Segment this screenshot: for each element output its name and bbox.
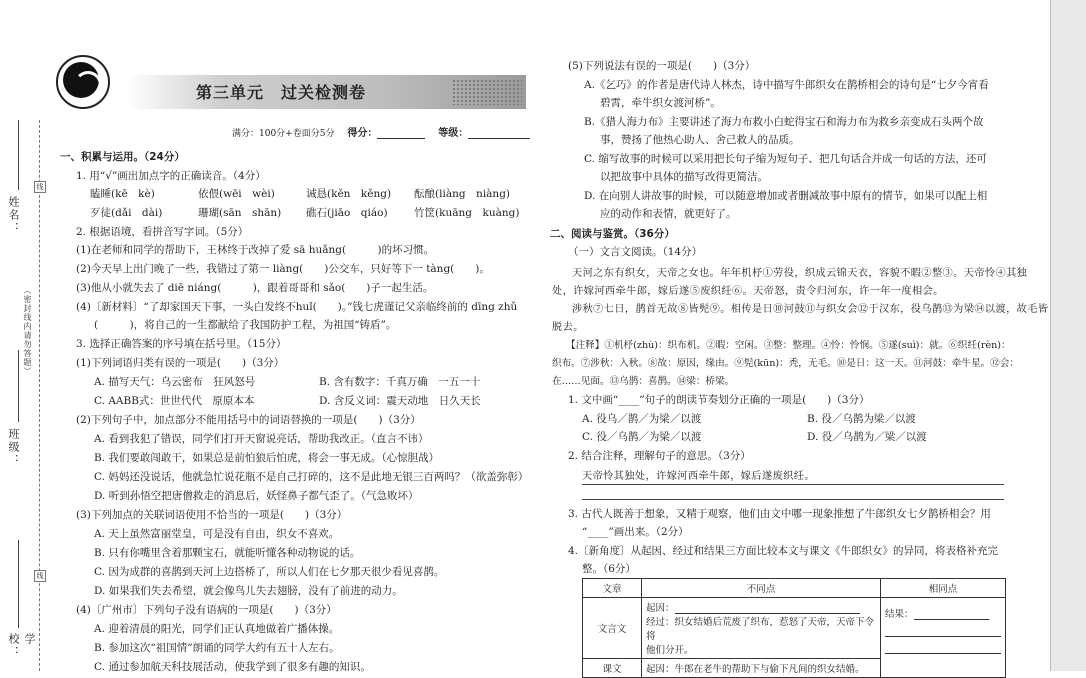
section-1-title: 一、积累与运用。（24分）	[60, 151, 185, 163]
section-2-title: 二、阅读与鉴赏。（36分）	[550, 228, 675, 240]
page-title: 第三单元 过关检测卷	[196, 83, 367, 102]
table-cell-diff	[642, 598, 881, 659]
q1-row-1	[90, 186, 522, 201]
reading-q1: 1. 文中画“____”句子的朗读节奏划分正确的一项是( )（3分）	[568, 394, 870, 406]
result-label: 结果：	[885, 609, 914, 620]
rq1-options-row	[582, 429, 1032, 444]
table-cell-same	[881, 598, 1006, 678]
option-c: C. 缩写故事的时候可以采用把长句子缩为短句子、把几句话合并成一句话的方法，还可	[584, 153, 987, 165]
reading-q4-cont: 整。（6分）	[582, 563, 636, 575]
option-d: D. 含反义词：震天动地 日久天长	[319, 395, 481, 407]
score-blank[interactable]	[377, 129, 425, 139]
q3-sub-5: (5)下列说法有误的一项是( )（3分）	[568, 60, 756, 72]
school-label: 学校：	[7, 633, 36, 659]
question-2: 2. 根据语境，看拼音写字词。（5分）	[76, 226, 249, 238]
q1-item: 珊瑚(sān shān)	[198, 207, 282, 219]
question-1: 1. 用“√”画出加点字的正确读音。（4分）	[76, 170, 266, 182]
reading-1-title: （一）文言文阅读。（14分）	[568, 246, 703, 258]
q1-item: 依偎(wēi wèi)	[198, 188, 275, 200]
q1-item: 礁石(jiāo qiáo)	[306, 207, 388, 219]
school-underline	[18, 540, 19, 628]
table-header: 不同点	[642, 579, 881, 598]
option-c: C. 通过参加航天科技展活动，使我学到了很多有趣的知识。	[94, 661, 371, 673]
answer-line[interactable]	[582, 484, 1004, 485]
reading-q3-cont: “____”画出来。（2分）	[582, 526, 689, 538]
option-a: A. 描写天气：乌云密布 狂风怒号	[94, 376, 256, 388]
process-text-cont: 他们分开。	[646, 645, 694, 656]
answer-line[interactable]	[885, 639, 1001, 654]
table-header: 相同点	[881, 579, 1006, 598]
q3-1-options-row	[94, 374, 544, 389]
option-c: C. 役／乌鹊／为梁／以渡	[582, 431, 702, 443]
option-a: A.《乞巧》的作者是唐代诗人林杰，诗中描写牛郎织女在鹊桥相会的诗句是“七夕今宵看	[584, 79, 989, 91]
option-c-cont: 以把故事中具体的描写改得更简洁。	[600, 171, 768, 183]
answer-line[interactable]	[885, 622, 1001, 637]
binding-margin	[0, 0, 54, 671]
option-c: C. AABB式：世世代代 原原本本	[94, 395, 255, 407]
q2-item-3: (3)他从小就失去了 diē niáng( )，跟着哥哥和 sǎo( )子一起生活。	[76, 282, 434, 294]
option-d: D. 在向别人讲故事的时候，可以随意增加或者删减故事中原有的情节，如果可以配上相	[584, 190, 988, 202]
reading-q2: 2. 结合注释，理解句子的意思。（3分）	[568, 450, 751, 462]
q2-item-4: (4)〔新材料〕“了却家国天下事，一头白发终不huǐ( )。”钱七虎谨记父亲临终前的 dīng zhǔ	[76, 301, 518, 313]
option-b: B. 我们要敢闯敢干，如果总是前怕狼后怕虎，将会一事无成。（心惊胆战）	[94, 452, 440, 464]
annotation-line: 织布。⑦涉秋：入秋。⑧故：原因，缘由。⑨髡(kūn)：秃，无毛。⑩是日：这一天。⑪河鼓：牵牛星。⑫会：	[552, 358, 1019, 369]
option-a: A. 役乌／鹊／为梁／以渡	[582, 413, 702, 425]
swirl-icon	[74, 71, 102, 99]
option-b: B. 含有数字：千真万确 一五一十	[319, 376, 481, 388]
q1-item: 竹筐(kuāng kuàng)	[414, 207, 520, 219]
q1-item: 酝酿(liàng niàng)	[414, 188, 511, 200]
q2-item-2: (2)今天早上出门晚了一些，我错过了第一 liàng( )公交车，只好等下一 tàng( )。	[76, 263, 490, 275]
rq1-options-row	[582, 411, 1032, 426]
option-b: B. 只有你嘴里含着那颗宝石，就能听懂各种动物说的话。	[94, 547, 361, 559]
q3-sub-3: (3)下列加点的关联词语使用不恰当的一项是( )（3分）	[76, 509, 348, 521]
table-row-label: 文言文	[583, 598, 642, 659]
option-b: B.《猎人海力布》主要讲述了海力布救小白蛇得宝石和海力布为救乡亲变成石头两个故	[584, 116, 984, 128]
answer-line[interactable]	[675, 603, 860, 614]
table-row	[583, 598, 1006, 659]
option-b: B. 役／乌鹊为梁／以渡	[807, 413, 916, 425]
seal-dash-line	[39, 120, 40, 671]
option-d: D. 如果我们失去希望，就会像鸟儿失去翅膀，没有了前进的动力。	[94, 585, 403, 597]
banner-dot-pattern	[452, 79, 522, 105]
score-label: 得分：	[347, 128, 378, 139]
annotation-line: 在……见面。⑬乌鹊：喜鹊。⑭梁：桥梁。	[552, 376, 735, 387]
reading-q4: 4.〔新角度〕从起因、经过和结果三方面比较本文与课文《牛郎织女》的异同，将表格补充完	[568, 545, 999, 557]
option-a: A. 天上虽然富丽堂皇，可是没有自由，织女不喜欢。	[94, 528, 340, 540]
q1-item: 瞌睡(kē kè)	[90, 188, 155, 200]
annotation-line: 【注释】①机杼(zhù)：织布机。②暇：空闲。③整：整理。④怜：怜悯。⑤遂(suì)：就。⑥织纴(rèn)：	[566, 340, 1011, 351]
publisher-logo	[56, 55, 110, 109]
seal-mark: 线	[34, 570, 46, 582]
option-b-cont: 事，赞扬了他热心助人、舍己救人的品质。	[600, 134, 800, 146]
viewer-background	[1050, 0, 1086, 671]
page-edge	[1050, 0, 1051, 671]
answer-line[interactable]	[582, 499, 1004, 500]
class-label: 班级：	[7, 428, 20, 467]
answer-line[interactable]	[914, 609, 989, 620]
table-row-label: 课文	[583, 659, 642, 678]
name-underline	[18, 120, 19, 190]
seal-mark: 线	[34, 181, 46, 193]
option-b: B. 参加这次“祖国情”朗诵的同学大约有五十人左右。	[94, 642, 340, 654]
passage-line: 处，许嫁河西牵牛郎，嫁后遂⑤废织纴⑥。天帝怒，责令归河东，许一年一度相会。	[552, 286, 944, 297]
logo-text: 风鹿教辅	[71, 98, 96, 105]
table-header-row	[583, 579, 1006, 598]
cause-label: 起因：	[646, 603, 675, 614]
q3-1-options-row	[94, 393, 544, 408]
passage-line: 脱去。	[552, 322, 584, 333]
reading-q2-sentence: 天帝怜其独处，许嫁河西牵牛郎，嫁后遂废织纴。	[582, 471, 815, 482]
question-3: 3. 选择正确答案的序号填在括号里。（15分）	[76, 338, 287, 350]
option-d: D. 听到孙悟空把唐僧救走的消息后，妖怪鼻子都气歪了。（气急败坏）	[94, 490, 419, 502]
option-c: C. 因为成群的喜鹊到天河上边搭桥了，所以人们在七夕那天很少看见喜鹊。	[94, 566, 445, 578]
q3-sub-4: (4)〔广州市〕下列句子没有语病的一项是( )（3分）	[76, 604, 337, 616]
class-underline	[18, 350, 19, 422]
name-label: 姓名：	[7, 196, 20, 235]
q2-item-4-cont: ( )，将自己的一生都献给了我国防护工程，为祖国“铸盾”。	[94, 319, 397, 331]
table-header: 文章	[583, 579, 642, 598]
score-line	[232, 124, 530, 139]
process-text: 经过：织女结婚后荒废了织布，惹怒了天帝，天帝下令将	[646, 617, 875, 642]
q1-item: 歹徒(dǎi dài)	[90, 207, 163, 219]
q2-item-1: (1)在老师和同学的帮助下，王林终于改掉了爱 sā huǎng( )的坏习惯。	[76, 244, 435, 256]
q1-row-2	[90, 205, 522, 220]
q1-item: 诫恳(kěn kěng)	[306, 188, 392, 200]
grade-blank[interactable]	[468, 129, 530, 139]
seal-note: （密封线内请勿答题）	[23, 286, 32, 376]
q3-sub-2: (2)下列句子中，加点部分不能用括号中的词语替换的一项是( )（3分）	[76, 414, 421, 426]
option-d-cont: 应的动作和表情，就更好了。	[600, 208, 737, 220]
comparison-table	[582, 578, 1006, 678]
reading-q3: 3. 古代人既善于想象，又精于观察，他们由文中哪一现象推想了牛郎织女七夕鹊桥相会？用	[568, 508, 991, 520]
score-info: 满分：100分+卷面分5分	[232, 129, 335, 139]
logo-disc	[63, 62, 99, 105]
option-d: D. 役／乌鹊为／梁／以渡	[807, 431, 927, 443]
option-a: A. 看到我犯了错误，同学们打开天窗说亮话，帮助我改正。（直言不讳）	[94, 433, 429, 445]
q3-sub-1: (1)下列词语归类有误的一项是( )（3分）	[76, 357, 285, 369]
table-cell-diff: 起因：牛郎在老牛的帮助下与偷下凡间的织女结婚。	[642, 659, 881, 678]
grade-label: 等级：	[438, 128, 469, 139]
option-a-cont: 碧霄，牵牛织女渡河桥”。	[600, 97, 721, 109]
option-c: C. 妈妈还没说话，他就急忙说花瓶不是自己打碎的，这不是此地无银三百两吗？（欲盖弥彰）	[94, 471, 529, 483]
option-a: A. 迎着清晨的阳光，同学们正认真地做着广播体操。	[94, 623, 340, 635]
passage-line: 天河之东有织女，天帝之女也。年年机杼①劳役，织成云锦天衣，容貌不暇②整③。天帝怜④其独	[572, 268, 1028, 279]
passage-line: 涉秋⑦七日，鹊首无故⑧皆髡⑨。相传是日⑩河鼓⑪与织女会⑫于汉东，役乌鹊⑬为梁⑭以渡，故毛皆	[572, 304, 1049, 315]
